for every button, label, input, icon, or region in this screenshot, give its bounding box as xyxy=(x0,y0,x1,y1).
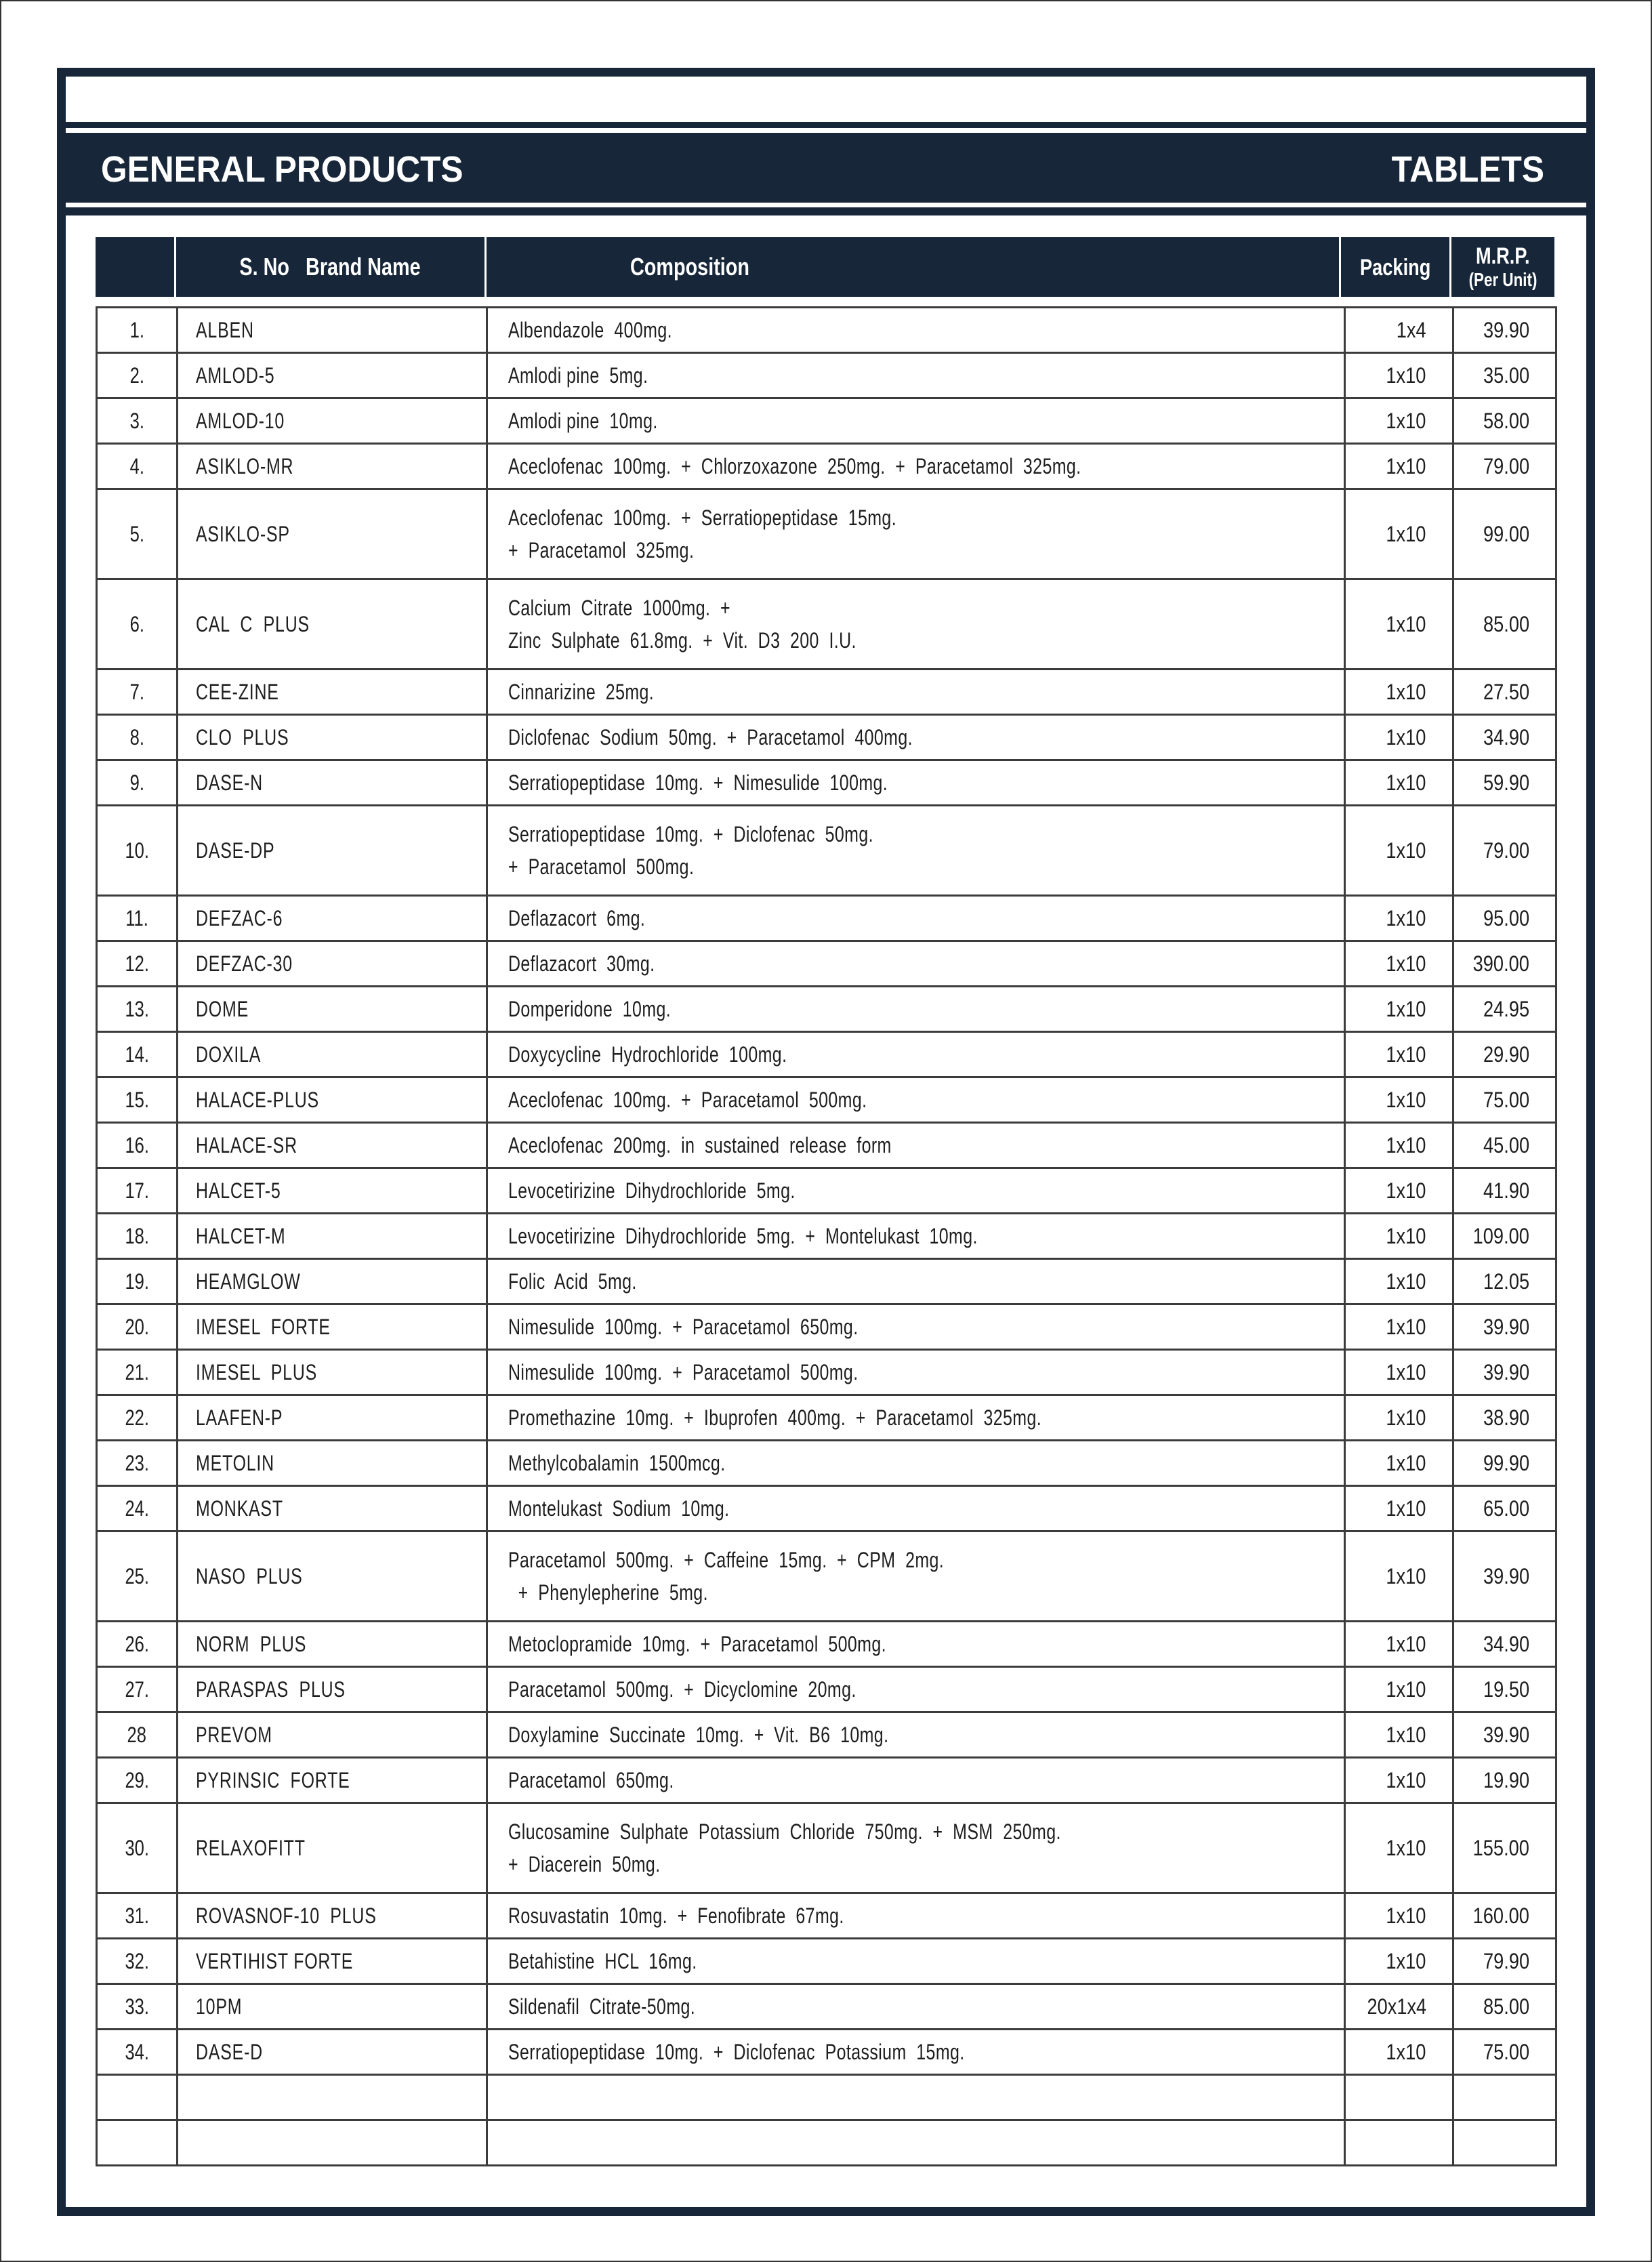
table-row xyxy=(97,2030,1556,2075)
composition xyxy=(487,1168,1344,1214)
packing: 1x10 xyxy=(1344,2030,1453,2075)
serial-number: 9. xyxy=(97,760,178,806)
brand-name: HEAMGLOW xyxy=(178,1259,487,1304)
brand-name xyxy=(178,2075,487,2120)
composition-line: Folic Acid 5mg. xyxy=(508,1269,637,1294)
header-blank-cell xyxy=(96,237,175,297)
mrp-price: 58.00 xyxy=(1453,398,1556,444)
brand-name: PARASPAS PLUS xyxy=(178,1667,487,1712)
serial-number xyxy=(97,2120,178,2166)
table-header xyxy=(96,237,1554,297)
serial-number: 21. xyxy=(97,1350,178,1395)
composition xyxy=(487,1622,1344,1667)
table-row xyxy=(97,1712,1556,1758)
packing: 1x10 xyxy=(1344,1123,1453,1168)
composition xyxy=(487,2030,1344,2075)
composition-line: Levocetirizine Dihydrochloride 5mg. + Montelukast 10mg. xyxy=(508,1224,978,1248)
brand-name: IMESEL FORTE xyxy=(178,1304,487,1350)
table-row xyxy=(97,1259,1556,1304)
packing: 1x10 xyxy=(1344,353,1453,398)
products-table xyxy=(96,306,1557,2166)
composition-line: Methylcobalamin 1500mcg. xyxy=(508,1451,726,1475)
composition-line: Promethazine 10mg. + Ibuprofen 400mg. + Paracetamol 325mg. xyxy=(508,1405,1041,1430)
serial-number xyxy=(97,2075,178,2120)
serial-number: 20. xyxy=(97,1304,178,1350)
mrp-price: 38.90 xyxy=(1453,1395,1556,1441)
composition xyxy=(487,308,1344,353)
serial-number: 6. xyxy=(97,579,178,670)
composition xyxy=(487,1893,1344,1939)
mrp-price: 75.00 xyxy=(1453,1077,1556,1123)
composition-line: + Phenylepherine 5mg. xyxy=(508,1580,708,1605)
mrp-price: 24.95 xyxy=(1453,987,1556,1032)
packing: 1x10 xyxy=(1344,715,1453,760)
brand-name: PYRINSIC FORTE xyxy=(178,1758,487,1803)
mrp-price: 99.00 xyxy=(1453,489,1556,579)
composition xyxy=(487,1441,1344,1486)
packing: 1x10 xyxy=(1344,1667,1453,1712)
brand-name: NORM PLUS xyxy=(178,1622,487,1667)
mrp-price: 85.00 xyxy=(1453,1984,1556,2030)
brand-name: AMLOD-10 xyxy=(178,398,487,444)
mrp-price: 160.00 xyxy=(1453,1893,1556,1939)
serial-number: 7. xyxy=(97,670,178,715)
mrp-price: 19.90 xyxy=(1453,1758,1556,1803)
mrp-price: 39.90 xyxy=(1453,308,1556,353)
packing: 1x10 xyxy=(1344,579,1453,670)
composition-line: Aceclofenac 200mg. in sustained release form xyxy=(508,1133,892,1157)
header-composition: Composition xyxy=(485,237,1340,297)
composition-line: Calcium Citrate 1000mg. + xyxy=(508,596,730,620)
table-row xyxy=(97,1486,1556,1531)
mrp-price: 79.90 xyxy=(1453,1939,1556,1984)
brand-name: ALBEN xyxy=(178,308,487,353)
packing: 1x10 xyxy=(1344,1712,1453,1758)
table-row xyxy=(97,1077,1556,1123)
serial-number: 19. xyxy=(97,1259,178,1304)
mrp-price: 39.90 xyxy=(1453,1304,1556,1350)
packing: 1x10 xyxy=(1344,489,1453,579)
table-row-empty xyxy=(97,2075,1556,2120)
composition xyxy=(487,896,1344,941)
packing: 1x10 xyxy=(1344,1531,1453,1622)
table-row xyxy=(97,1304,1556,1350)
brand-name: ASIKLO-MR xyxy=(178,444,487,489)
packing: 1x10 xyxy=(1344,1259,1453,1304)
composition-line: Paracetamol 500mg. + Dicyclomine 20mg. xyxy=(508,1677,856,1702)
composition-line: Doxycycline Hydrochloride 100mg. xyxy=(508,1042,787,1067)
serial-number: 1. xyxy=(97,308,178,353)
composition xyxy=(487,1486,1344,1531)
composition xyxy=(487,670,1344,715)
category-title: TABLETS xyxy=(1391,148,1544,190)
serial-number: 14. xyxy=(97,1032,178,1077)
brand-name: DASE-DP xyxy=(178,806,487,896)
serial-number: 27. xyxy=(97,1667,178,1712)
packing: 1x10 xyxy=(1344,760,1453,806)
serial-number: 12. xyxy=(97,941,178,987)
section-title: GENERAL PRODUCTS xyxy=(101,148,463,190)
serial-number: 25. xyxy=(97,1531,178,1622)
composition-line: Deflazacort 6mg. xyxy=(508,906,645,930)
mrp-price: 19.50 xyxy=(1453,1667,1556,1712)
mrp-price: 109.00 xyxy=(1453,1214,1556,1259)
composition-line: + Paracetamol 500mg. xyxy=(508,855,694,879)
composition-line: Aceclofenac 100mg. + Chlorzoxazone 250mg. + Paracetamol 325mg. xyxy=(508,454,1081,478)
serial-number: 2. xyxy=(97,353,178,398)
mrp-price: 34.90 xyxy=(1453,1622,1556,1667)
brand-name: CLO PLUS xyxy=(178,715,487,760)
composition-line: Zinc Sulphate 61.8mg. + Vit. D3 200 I.U. xyxy=(508,628,856,653)
composition-line: Paracetamol 500mg. + Caffeine 15mg. + CPM 2mg. xyxy=(508,1548,944,1572)
brand-name: DASE-D xyxy=(178,2030,487,2075)
brand-name: LAAFEN-P xyxy=(178,1395,487,1441)
composition xyxy=(487,1214,1344,1259)
brand-name xyxy=(178,2120,487,2166)
serial-number: 11. xyxy=(97,896,178,941)
brand-name: HALCET-5 xyxy=(178,1168,487,1214)
serial-number: 23. xyxy=(97,1441,178,1486)
packing: 1x10 xyxy=(1344,1441,1453,1486)
title-band xyxy=(66,136,1586,203)
composition-line: Cinnarizine 25mg. xyxy=(508,680,654,704)
serial-number: 17. xyxy=(97,1168,178,1214)
brand-name: HALACE-PLUS xyxy=(178,1077,487,1123)
composition xyxy=(487,1939,1344,1984)
packing: 1x10 xyxy=(1344,1350,1453,1395)
packing: 1x10 xyxy=(1344,1168,1453,1214)
composition xyxy=(487,1077,1344,1123)
composition xyxy=(487,353,1344,398)
table-row xyxy=(97,1531,1556,1622)
serial-number: 29. xyxy=(97,1758,178,1803)
brand-name: CEE-ZINE xyxy=(178,670,487,715)
serial-number: 32. xyxy=(97,1939,178,1984)
packing: 1x10 xyxy=(1344,444,1453,489)
serial-number: 5. xyxy=(97,489,178,579)
brand-name: 10PM xyxy=(178,1984,487,2030)
table-row xyxy=(97,1622,1556,1667)
composition-line: Glucosamine Sulphate Potassium Chloride 750mg. + MSM 250mg. xyxy=(508,1819,1061,1844)
mrp-price: 27.50 xyxy=(1453,670,1556,715)
composition xyxy=(487,1259,1344,1304)
mrp-price: 39.90 xyxy=(1453,1712,1556,1758)
mrp-price xyxy=(1453,2075,1556,2120)
serial-number: 16. xyxy=(97,1123,178,1168)
brand-name: VERTIHIST FORTE xyxy=(178,1939,487,1984)
composition-line: Amlodi pine 10mg. xyxy=(508,409,658,433)
packing: 1x10 xyxy=(1344,670,1453,715)
composition xyxy=(487,489,1344,579)
composition xyxy=(487,1758,1344,1803)
mrp-price: 39.90 xyxy=(1453,1531,1556,1622)
table-row xyxy=(97,1758,1556,1803)
mrp-price xyxy=(1453,2120,1556,2166)
composition xyxy=(487,579,1344,670)
composition-line: Deflazacort 30mg. xyxy=(508,951,655,976)
packing xyxy=(1344,2120,1453,2166)
table-row xyxy=(97,896,1556,941)
header-divider-top xyxy=(66,128,1586,133)
mrp-price: 79.00 xyxy=(1453,806,1556,896)
table-row xyxy=(97,1893,1556,1939)
composition-line: Serratiopeptidase 10mg. + Diclofenac 50mg. xyxy=(508,822,873,846)
serial-number: 10. xyxy=(97,806,178,896)
packing: 1x10 xyxy=(1344,1758,1453,1803)
composition xyxy=(487,1395,1344,1441)
brand-name: CAL C PLUS xyxy=(178,579,487,670)
composition xyxy=(487,1350,1344,1395)
table-row xyxy=(97,398,1556,444)
table-row xyxy=(97,353,1556,398)
mrp-price: 85.00 xyxy=(1453,579,1556,670)
mrp-price: 45.00 xyxy=(1453,1123,1556,1168)
brand-name: PREVOM xyxy=(178,1712,487,1758)
packing: 1x10 xyxy=(1344,806,1453,896)
serial-number: 26. xyxy=(97,1622,178,1667)
table-row xyxy=(97,489,1556,579)
packing: 20x1x4 xyxy=(1344,1984,1453,2030)
table-row xyxy=(97,670,1556,715)
brand-name: IMESEL PLUS xyxy=(178,1350,487,1395)
packing xyxy=(1344,2075,1453,2120)
brand-name: DEFZAC-30 xyxy=(178,941,487,987)
table-row xyxy=(97,1123,1556,1168)
serial-number: 13. xyxy=(97,987,178,1032)
packing: 1x10 xyxy=(1344,1622,1453,1667)
composition xyxy=(487,2075,1344,2120)
serial-number: 24. xyxy=(97,1486,178,1531)
packing: 1x10 xyxy=(1344,1214,1453,1259)
mrp-price: 39.90 xyxy=(1453,1350,1556,1395)
composition xyxy=(487,444,1344,489)
packing: 1x10 xyxy=(1344,941,1453,987)
top-blank-band xyxy=(66,77,1586,122)
packing: 1x10 xyxy=(1344,896,1453,941)
composition xyxy=(487,1667,1344,1712)
table-row xyxy=(97,1441,1556,1486)
packing: 1x10 xyxy=(1344,1032,1453,1077)
table-row xyxy=(97,1395,1556,1441)
composition xyxy=(487,1803,1344,1893)
mrp-price: 99.90 xyxy=(1453,1441,1556,1486)
mrp-price: 155.00 xyxy=(1453,1803,1556,1893)
mrp-price: 79.00 xyxy=(1453,444,1556,489)
table-row xyxy=(97,1350,1556,1395)
table-row xyxy=(97,1667,1556,1712)
table-row xyxy=(97,579,1556,670)
composition-line: Albendazole 400mg. xyxy=(508,318,672,342)
packing: 1x4 xyxy=(1344,308,1453,353)
composition-line: Levocetirizine Dihydrochloride 5mg. xyxy=(508,1178,796,1203)
brand-name: HALCET-M xyxy=(178,1214,487,1259)
composition-line: Rosuvastatin 10mg. + Fenofibrate 67mg. xyxy=(508,1904,844,1928)
brand-name: ROVASNOF-10 PLUS xyxy=(178,1893,487,1939)
serial-number: 33. xyxy=(97,1984,178,2030)
packing: 1x10 xyxy=(1344,987,1453,1032)
table-row xyxy=(97,1984,1556,2030)
table-row xyxy=(97,444,1556,489)
composition xyxy=(487,1123,1344,1168)
composition-line: Serratiopeptidase 10mg. + Diclofenac Potassium 15mg. xyxy=(508,2040,965,2064)
composition-line: Aceclofenac 100mg. + Paracetamol 500mg. xyxy=(508,1088,867,1112)
mrp-price: 65.00 xyxy=(1453,1486,1556,1531)
composition-line: Aceclofenac 100mg. + Serratiopeptidase 15mg. xyxy=(508,506,896,530)
table-row xyxy=(97,1168,1556,1214)
composition xyxy=(487,398,1344,444)
mrp-price: 34.90 xyxy=(1453,715,1556,760)
composition xyxy=(487,987,1344,1032)
header-divider-bottom xyxy=(66,203,1586,207)
composition-line: Amlodi pine 5mg. xyxy=(508,363,648,388)
table-row xyxy=(97,806,1556,896)
composition xyxy=(487,1984,1344,2030)
serial-number: 3. xyxy=(97,398,178,444)
composition-line: Paracetamol 650mg. xyxy=(508,1768,674,1792)
mrp-price: 59.90 xyxy=(1453,760,1556,806)
composition-line: Sildenafil Citrate-50mg. xyxy=(508,1994,695,2019)
brand-name: DASE-N xyxy=(178,760,487,806)
brand-name: DOME xyxy=(178,987,487,1032)
mrp-price: 95.00 xyxy=(1453,896,1556,941)
packing: 1x10 xyxy=(1344,1939,1453,1984)
table-row xyxy=(97,1032,1556,1077)
composition xyxy=(487,1304,1344,1350)
composition-line: Betahistine HCL 16mg. xyxy=(508,1949,697,1973)
packing: 1x10 xyxy=(1344,1486,1453,1531)
serial-number: 8. xyxy=(97,715,178,760)
packing: 1x10 xyxy=(1344,398,1453,444)
composition-line: Montelukast Sodium 10mg. xyxy=(508,1496,729,1521)
header-packing: Packing xyxy=(1340,237,1451,297)
composition xyxy=(487,2120,1344,2166)
table-row xyxy=(97,308,1556,353)
composition xyxy=(487,1712,1344,1758)
brand-name: ASIKLO-SP xyxy=(178,489,487,579)
composition xyxy=(487,806,1344,896)
header-mrp: M.R.P. (Per Unit) xyxy=(1451,237,1554,297)
brand-name: MONKAST xyxy=(178,1486,487,1531)
brand-name: DEFZAC-6 xyxy=(178,896,487,941)
composition-line: Doxylamine Succinate 10mg. + Vit. B6 10mg. xyxy=(508,1723,888,1747)
serial-number: 34. xyxy=(97,2030,178,2075)
mrp-price: 41.90 xyxy=(1453,1168,1556,1214)
mrp-price: 12.05 xyxy=(1453,1259,1556,1304)
brand-name: RELAXOFITT xyxy=(178,1803,487,1893)
serial-number: 15. xyxy=(97,1077,178,1123)
packing: 1x10 xyxy=(1344,1893,1453,1939)
table-row xyxy=(97,1939,1556,1984)
brand-name: HALACE-SR xyxy=(178,1123,487,1168)
mrp-price: 390.00 xyxy=(1453,941,1556,987)
composition-line: Nimesulide 100mg. + Paracetamol 500mg. xyxy=(508,1360,859,1384)
serial-number: 28 xyxy=(97,1712,178,1758)
packing: 1x10 xyxy=(1344,1803,1453,1893)
table-row xyxy=(97,1214,1556,1259)
packing: 1x10 xyxy=(1344,1304,1453,1350)
composition xyxy=(487,760,1344,806)
brand-name: AMLOD-5 xyxy=(178,353,487,398)
composition xyxy=(487,1032,1344,1077)
table-row xyxy=(97,715,1556,760)
packing: 1x10 xyxy=(1344,1395,1453,1441)
composition-line: Nimesulide 100mg. + Paracetamol 650mg. xyxy=(508,1315,859,1339)
table-row xyxy=(97,987,1556,1032)
table-row-empty xyxy=(97,2120,1556,2166)
header-sno-brand: S. No Brand Name xyxy=(175,237,485,297)
composition xyxy=(487,941,1344,987)
composition xyxy=(487,1531,1344,1622)
table-row xyxy=(97,941,1556,987)
serial-number: 18. xyxy=(97,1214,178,1259)
composition-line: Domperidone 10mg. xyxy=(508,997,671,1021)
brand-name: METOLIN xyxy=(178,1441,487,1486)
serial-number: 22. xyxy=(97,1395,178,1441)
content-area xyxy=(66,215,1586,2207)
composition-line: + Paracetamol 325mg. xyxy=(508,538,694,562)
composition xyxy=(487,715,1344,760)
brand-name: DOXILA xyxy=(178,1032,487,1077)
composition-line: Serratiopeptidase 10mg. + Nimesulide 100mg. xyxy=(508,770,888,795)
packing: 1x10 xyxy=(1344,1077,1453,1123)
table-row xyxy=(97,760,1556,806)
mrp-price: 29.90 xyxy=(1453,1032,1556,1077)
composition-line: Diclofenac Sodium 50mg. + Paracetamol 400mg. xyxy=(508,725,913,749)
serial-number: 30. xyxy=(97,1803,178,1893)
serial-number: 31. xyxy=(97,1893,178,1939)
serial-number: 4. xyxy=(97,444,178,489)
brand-name: NASO PLUS xyxy=(178,1531,487,1622)
composition-line: + Diacerein 50mg. xyxy=(508,1852,661,1876)
mrp-price: 35.00 xyxy=(1453,353,1556,398)
mrp-price: 75.00 xyxy=(1453,2030,1556,2075)
composition-line: Metoclopramide 10mg. + Paracetamol 500mg. xyxy=(508,1632,886,1656)
table-row xyxy=(97,1803,1556,1893)
